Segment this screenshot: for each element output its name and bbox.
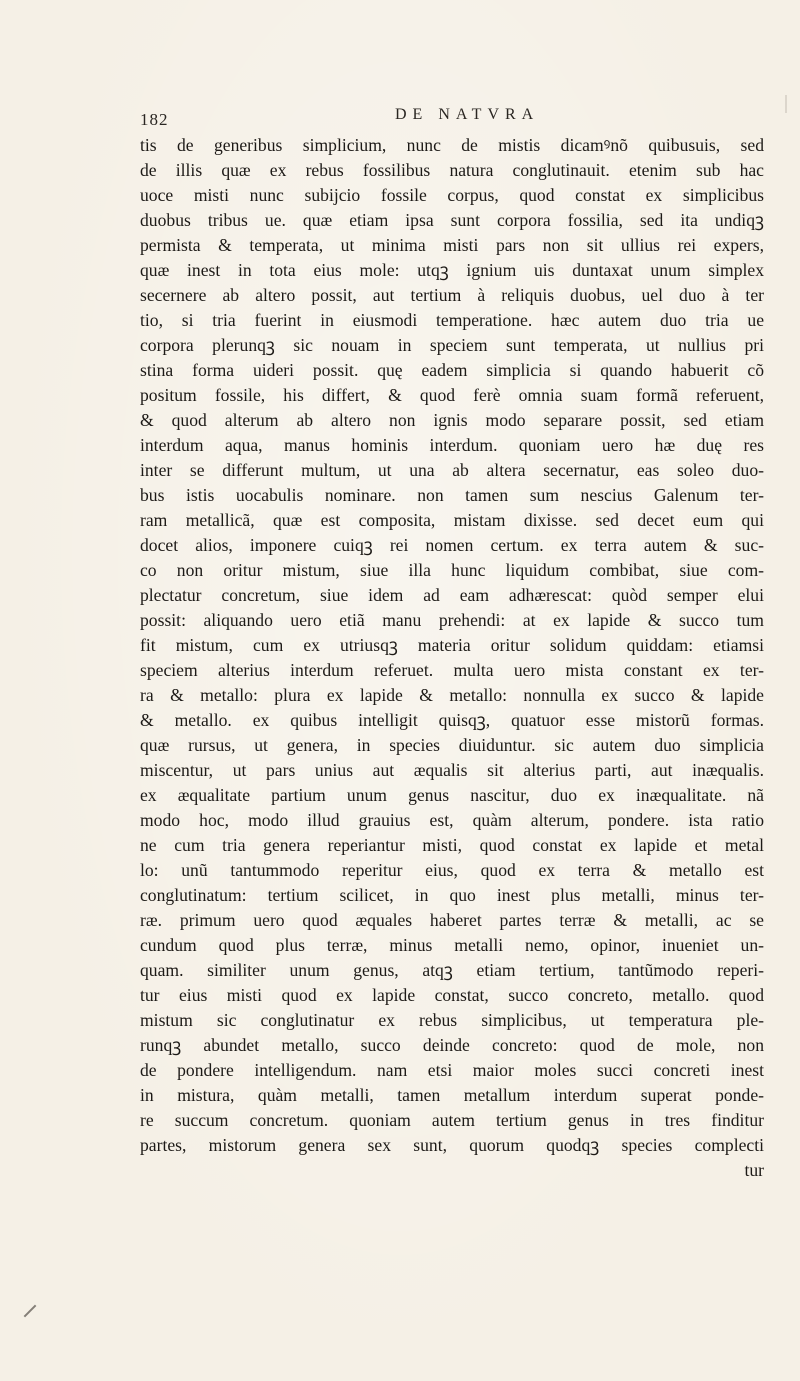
text-line: quam. similiter unum genus, atqꝫ etiam tertium, tantũmodo reperi-: [140, 960, 764, 980]
text-line: tis de generibus simplicium, nunc de mistis dicamꝰnõ quibusuis, sed: [140, 135, 764, 155]
text-line: bus istis uocabulis nominare. non tamen sum nescius Galenum ter-: [140, 485, 764, 505]
text-line: duobus tribus ue. quæ etiam ipsa sunt corpora fossilia, sed ita undiqꝫ: [140, 210, 764, 230]
text-line: tio, si tria fuerint in eiusmodi temperatione. hæc autem duo tria ue: [140, 310, 764, 330]
text-line: conglutinatum: tertium scilicet, in quo inest plus metalli, minus ter-: [140, 885, 764, 905]
text-line: secernere ab altero possit, aut tertium à reliquis duobus, uel duo à ter: [140, 285, 764, 305]
text-line: miscentur, ut pars unius aut æqualis sit alterius parti, aut inæqualis.: [140, 760, 764, 780]
text-line: runqꝫ abundet metallo, succo deinde concreto: quod de mole, non: [140, 1035, 764, 1055]
page-edge-mark: [785, 95, 787, 113]
text-line: permista & temperata, ut minima misti pars non sit ullius rei expers,: [140, 235, 764, 255]
text-line: ra & metallo: plura ex lapide & metallo: nonnulla ex succo & lapide: [140, 685, 764, 705]
page-number: 182: [140, 110, 169, 129]
text-line: & quod alterum ab altero non ignis modo separare possit, sed etiam: [140, 410, 764, 430]
text-line: cundum quod plus terræ, minus metalli nemo, opinor, inueniet un-: [140, 935, 764, 955]
text-line: possit: aliquando uero etiã manu prehendi: at ex lapide & succo tum: [140, 610, 764, 630]
running-title: DE NATVRA: [395, 106, 540, 123]
text-line: speciem alterius interdum referuet. multa uero mista constant ex ter-: [140, 660, 764, 680]
text-line: docet alios, imponere cuiqꝫ rei nomen certum. ex terra autem & suc-: [140, 535, 764, 555]
catchword: tur: [744, 1160, 764, 1180]
text-line: de illis quæ ex rebus fossilibus natura conglutinauit. etenim sub hac: [140, 160, 764, 180]
text-line: stina forma uideri possit. quę eadem simplicia si quando habuerit cõ: [140, 360, 764, 380]
text-line: inter se differunt multum, ut una ab altera secernatur, eas soleo duo-: [140, 460, 764, 480]
text-line: uoce misti nunc subijcio fossile corpus, quod constat ex simplicibus: [140, 185, 764, 205]
text-line: co non oritur mistum, siue illa hunc liquidum combibat, siue com-: [140, 560, 764, 580]
text-line: plectatur concretum, siue idem ad eam adhærescat: quòd semper elui: [140, 585, 764, 605]
margin-mark: [24, 1305, 37, 1318]
text-line: & metallo. ex quibus intelligit quisqꝫ, quatuor esse mistorũ formas.: [140, 710, 764, 730]
text-line: re succum concretum. quoniam autem tertium genus in tres finditur: [140, 1110, 764, 1130]
body-text: [140, 133, 764, 1183]
text-line: ne cum tria genera reperiantur misti, quod constat ex lapide et metal: [140, 835, 764, 855]
text-line: ex æqualitate partium unum genus nascitur, duo ex inæqualitate. nã: [140, 785, 764, 805]
text-line: fit mistum, cum ex utriusqꝫ materia oritur solidum quiddam: etiamsi: [140, 635, 764, 655]
text-line: partes, mistorum genera sex sunt, quorum quodqꝫ species complecti: [140, 1135, 764, 1155]
text-line: modo hoc, modo illud grauius est, quàm alterum, pondere. ista ratio: [140, 810, 764, 830]
text-line: ram metallicã, quæ est composita, mistam dixisse. sed decet eum qui: [140, 510, 764, 530]
text-line: mistum sic conglutinatur ex rebus simplicibus, ut temperatura ple-: [140, 1010, 764, 1030]
text-line: quæ inest in tota eius mole: utqꝫ ignium uis duntaxat unum simplex: [140, 260, 764, 280]
text-line: corpora plerunqꝫ sic nouam in speciem sunt temperata, ut nullius pri: [140, 335, 764, 355]
text-line: de pondere intelligendum. nam etsi maior moles succi concreti inest: [140, 1060, 764, 1080]
text-line: lo: unũ tantummodo reperitur eius, quod ex terra & metallo est: [140, 860, 764, 880]
text-line: ræ. primum uero quod æquales haberet partes terræ & metalli, ac se: [140, 910, 764, 930]
text-line: tur eius misti quod ex lapide constat, succo concreto, metallo. quod: [140, 985, 764, 1005]
page-header: [140, 106, 760, 136]
text-line: interdum aqua, manus hominis interdum. quoniam uero hæ duę res: [140, 435, 764, 455]
text-line: in mistura, quàm metalli, tamen metallum interdum superat ponde-: [140, 1085, 764, 1105]
text-line: quæ rursus, ut genera, in species diuiduntur. sic autem duo simplicia: [140, 735, 764, 755]
text-line: positum fossile, his differt, & quod ferè omnia suam formã referuent,: [140, 385, 764, 405]
